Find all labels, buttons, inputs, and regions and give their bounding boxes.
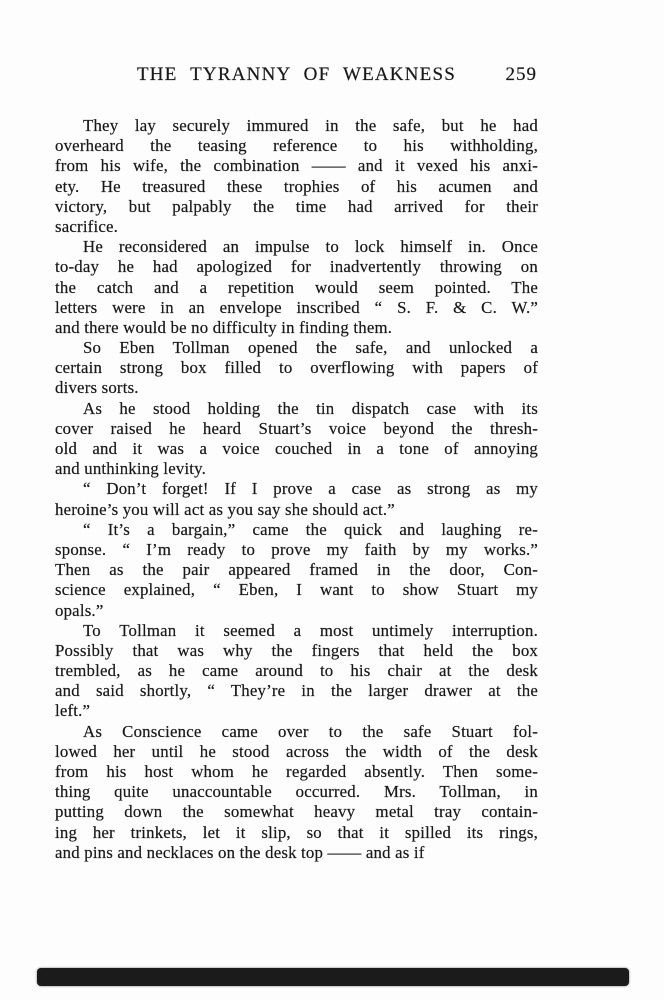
text-line: from his wife, the combination —— and it vexed his anxi- [55,156,538,176]
text-line: So Eben Tollman opened the safe, and unlocked a [83,338,538,358]
text-line: and said shortly, “ They’re in the larger drawer at the [55,681,538,701]
text-line: heroine’s you will act as you say she should act.” [55,499,395,519]
page-header [55,64,538,86]
text-line: ing her trinkets, let it slip, so that it spilled its rings, [55,822,538,842]
text-line: victory, but palpably the time had arrived for their [55,196,538,216]
page-number: 259 [505,64,537,85]
text-line: thing quite unaccountable occurred. Mrs. Tollman, in [55,782,538,802]
text-line: To Tollman it seemed a most untimely interruption. [83,620,538,640]
running-title: THE TYRANNY OF WEAKNESS [136,64,456,85]
scan-artifact-bar [37,968,629,986]
text-line: and there would be no difficulty in finding them. [55,317,393,337]
body-text [55,116,538,863]
text-line: opals.” [55,600,104,620]
text-line: lowed her until he stood across the width of the desk [55,741,538,761]
text-line: “ Don’t forget! If I prove a case as strong as my [83,479,538,499]
text-line: old and it was a voice couched in a tone of annoying [55,439,538,458]
text-line: As Conscience came over to the safe Stuart fol- [83,721,538,741]
text-line: and pins and necklaces on the desk top —— and as if [55,842,425,862]
text-line: putting down the somewhat heavy metal tray contain- [55,802,538,822]
text-line: and unthinking levity. [55,459,207,479]
text-line: He reconsidered an impulse to lock himself in. Once [83,237,538,257]
text-line: science explained, “ Eben, I want to show Stuart my [55,580,538,600]
text-line: As he stood holding the tin dispatch case with its [83,398,538,418]
text-line: Possibly that was why the fingers that held the box [55,640,538,660]
text-line: “ It’s a bargain,” came the quick and laughing re- [83,519,538,539]
text-line: cover raised he heard Stuart’s voice beyond the thresh- [55,418,538,438]
text-line: trembled, as he came around to his chair at the desk [55,661,538,681]
text-line: sacrifice. [55,216,119,236]
text-line: overheard the teasing reference to his withholding, [55,136,538,156]
text-line: letters were in an envelope inscribed “ S. F. & C. W.” [55,297,538,317]
text-line: ety. He treasured these trophies of his acumen and [55,176,538,196]
text-line: sponse. “ I’m ready to prove my faith by my works.” [55,539,538,559]
text-line: to-day he had apologized for inadvertently throwing on [55,257,538,277]
text-line: divers sorts. [55,378,139,398]
text-line: left.” [55,701,91,721]
text-line: from his host whom he regarded absently. Then some- [55,762,538,781]
text-line: They lay securely immured in the safe, but he had [83,116,538,135]
text-line: Then as the pair appeared framed in the door, Con- [55,560,538,580]
text-line: certain strong box filled to overflowing with papers of [55,358,538,378]
text-line: the catch and a repetition would seem pointed. The [55,277,538,297]
